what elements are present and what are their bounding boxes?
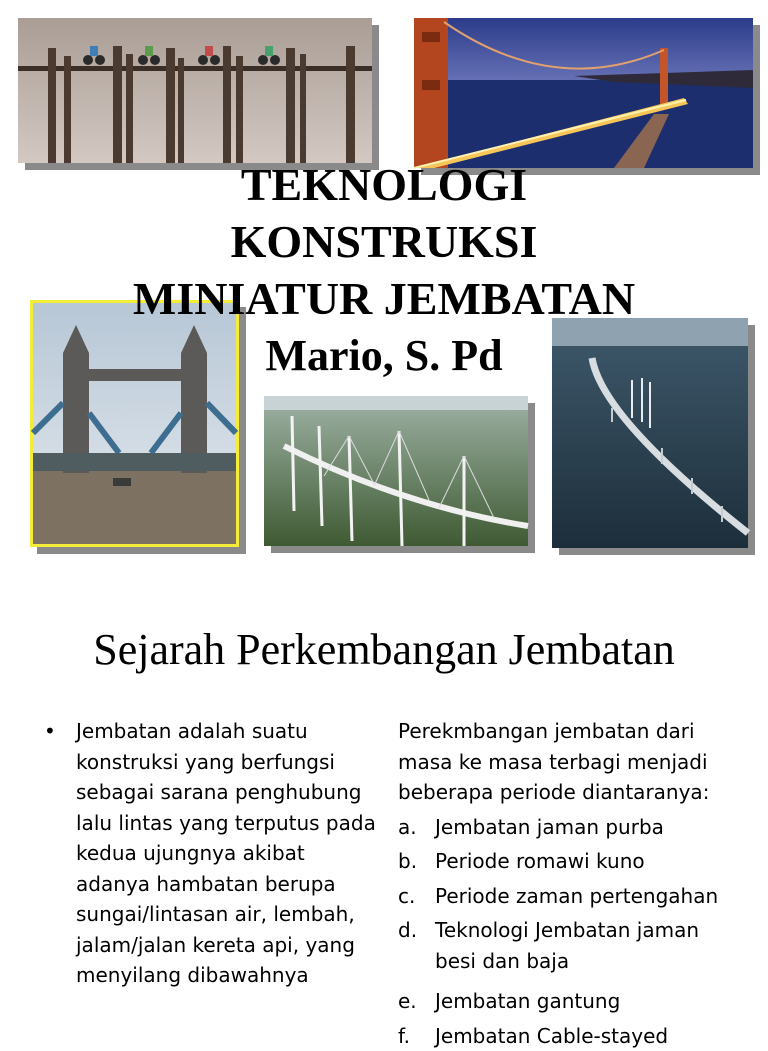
period-text: Periode romawi kuno xyxy=(435,849,645,873)
period-text: Jembatan gantung xyxy=(435,989,620,1013)
period-item xyxy=(398,812,743,843)
period-marker: e. xyxy=(398,986,417,1017)
slide-title xyxy=(60,156,708,384)
period-item xyxy=(398,986,743,1017)
period-item xyxy=(398,1021,743,1051)
definition-paragraph: Jembatan adalah suatu konstruksi yang berfungsi sebagai sarana penghubung lalu lintas yang terputus pada kedua ujungnya akibat adanya hambatan berupa sungai/lintasan air, lembah, jalam/jalan kereta api, yang menyilang dibawahnya xyxy=(76,716,376,991)
periods-column xyxy=(398,716,743,1051)
photo-millau-viaduct xyxy=(264,396,528,546)
period-text: Jembatan Cable-stayed xyxy=(435,1024,668,1048)
definition-column xyxy=(46,716,376,991)
photo-golden-gate-night xyxy=(414,18,753,168)
period-marker: f. xyxy=(398,1021,410,1051)
title-line-2: KONSTRUKSI xyxy=(60,213,708,270)
period-marker: a. xyxy=(398,812,417,843)
history-slide xyxy=(0,576,768,1024)
periods-intro: Perekmbangan jembatan dari masa ke masa terbagi menjadi beberapa periode diantaranya: xyxy=(398,716,743,808)
period-item xyxy=(398,881,743,912)
title-line-1: TEKNOLOGI xyxy=(60,156,708,213)
period-text: Teknologi Jembatan jaman besi dan baja xyxy=(435,918,699,973)
period-item xyxy=(398,915,743,976)
slide-heading: Sejarah Perkembangan Jembatan xyxy=(0,622,768,678)
period-text: Periode zaman pertengahan xyxy=(435,884,718,908)
title-line-3: MINIATUR JEMBATAN xyxy=(60,270,708,327)
bullet-marker: • xyxy=(44,716,56,746)
period-text: Jembatan jaman purba xyxy=(435,815,664,839)
period-marker: b. xyxy=(398,846,417,877)
period-item xyxy=(398,846,743,877)
author-name: Mario, S. Pd xyxy=(60,327,708,384)
period-marker: d. xyxy=(398,915,417,946)
photo-wooden-pier-bridge xyxy=(18,18,372,163)
period-marker: c. xyxy=(398,881,415,912)
